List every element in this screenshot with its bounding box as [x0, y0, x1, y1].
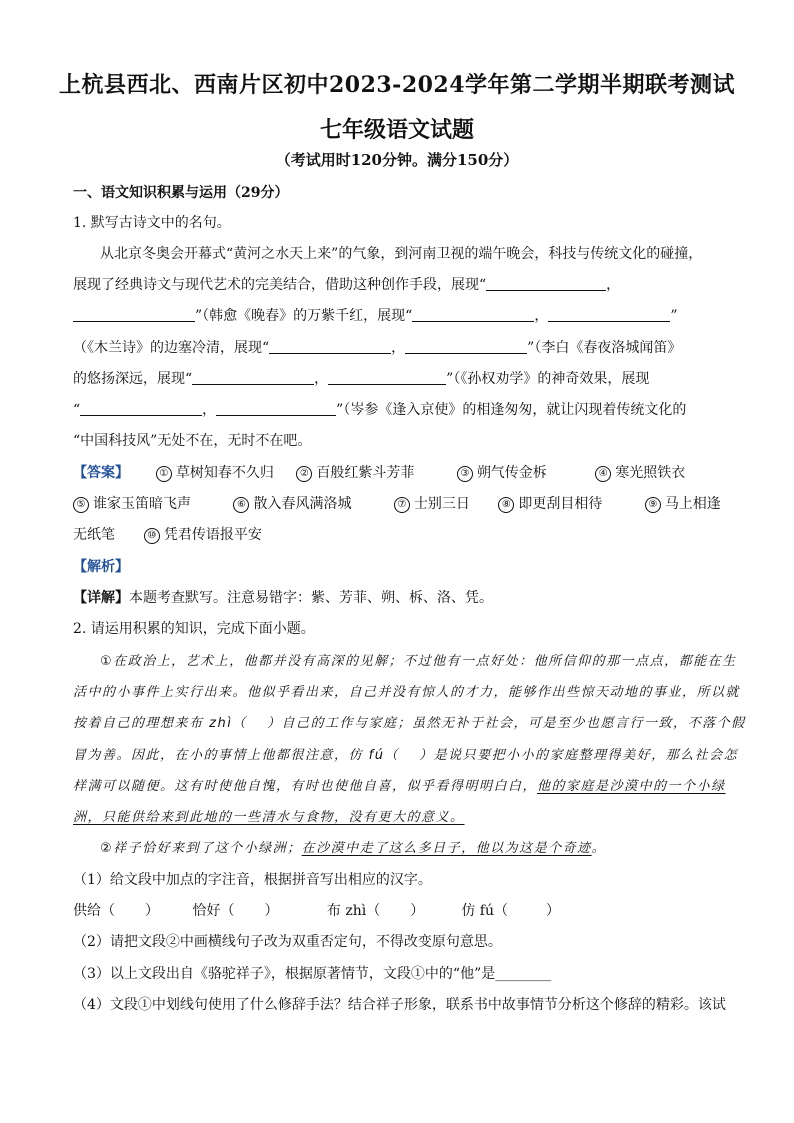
- q1-text: ，: [606, 277, 621, 293]
- answer-item: ① 草树知春不久归: [156, 463, 292, 483]
- answer-item: ③ 朔气传金柝: [457, 463, 591, 483]
- fill-blank[interactable]: [73, 307, 195, 322]
- pinyin-item: 布 zhì（ ）: [326, 903, 425, 919]
- answer-row: [73, 494, 721, 514]
- q1-paragraph-line: [73, 306, 678, 326]
- q1-text: （《木兰诗》的边塞冷清，展现“: [73, 340, 270, 356]
- exam-subtitle: 七年级语文试题: [319, 117, 474, 143]
- passage-line: 冒为善。因此，在小的事情上他都很注意，仿 fú（ ）是说只要把小小的家庭整理得美好，那么社会怎: [73, 748, 739, 763]
- passage-text: 。: [591, 841, 607, 856]
- passage-line: [73, 777, 726, 797]
- passage-line: 按着自己的理想来布 zhì（ ）自己的工作与家庭；虽然无补于社会，可是至少也愿言行一致，不落个假: [73, 716, 746, 731]
- answer-item: ④ 寒光照铁衣: [595, 465, 685, 481]
- pinyin-row: [73, 901, 560, 921]
- sub-question-1: （1）给文段中加点的字注音，根据拼音写出相应的汉字。: [73, 872, 432, 888]
- fill-blank[interactable]: [80, 401, 202, 416]
- q1-paragraph-line: [73, 400, 686, 420]
- answer-item: ⑥ 散入春风满洛城: [233, 494, 389, 514]
- q1-paragraph-line: “中国科技风”无处不在，无时不在吧。: [73, 433, 312, 449]
- q1-text: 展现了经典诗文与现代艺术的完美结合，借助这种创作手段，展现“: [73, 277, 487, 293]
- q1-text: ，: [202, 402, 217, 418]
- fill-blank[interactable]: [328, 370, 446, 385]
- q1-text: ”（李白《春夜洛城闻笛》: [527, 340, 682, 356]
- q1-text: ”（韩愈《晚春》的万紫千红，展现“: [195, 308, 413, 324]
- passage-line: ①在政治上，艺术上，他都并没有高深的见解；不过他有一点好处：他所信仰的那一点点，都能在生: [100, 654, 737, 669]
- detail-row: [73, 588, 493, 608]
- q1-paragraph-line: [73, 338, 681, 358]
- q1-text: ”（岑参《逢入京使》的相逢匆匆，就让闪现着传统文化的: [336, 402, 687, 418]
- answer-item: ⑨ 马上相逢: [645, 496, 721, 512]
- detail-text: 本题考查默写。注意易错字：紫、芳菲、朔、柝、洛、凭。: [129, 590, 493, 606]
- q1-text: ，: [314, 371, 329, 387]
- fill-blank[interactable]: [192, 370, 314, 385]
- passage-text: ②祥子恰好来到了这个小绿洲；: [100, 841, 302, 856]
- underlined-sentence: 他的家庭是沙漠中的一个小绿: [537, 779, 726, 794]
- sub-question-2: （2）请把文段②中画横线句子改为双重否定句，不得改变原句意思。: [73, 934, 502, 950]
- answer-item-continued: 无纸笔: [73, 527, 115, 543]
- question-1-prompt: 1. 默写古诗文中的名句。: [73, 215, 231, 231]
- fill-blank[interactable]: [548, 307, 670, 322]
- answer-item: ⑦ 士别三日: [394, 494, 494, 514]
- underlined-sentence: 在沙漠中走了这么多日子，他以为这是个奇迹: [301, 841, 592, 856]
- q1-text: 的悠扬深远，展现“: [73, 371, 193, 387]
- q1-text: ，: [534, 308, 549, 324]
- analysis-label: 【解析】: [73, 559, 129, 575]
- sub-question-3: （3）以上文段出自《骆驼祥子》，根据原著情节，文段①中的“他”是________: [73, 966, 552, 982]
- exam-note: （考试用时120分钟。满分150分）: [275, 151, 519, 169]
- pinyin-item: 恰好（ ）: [192, 903, 279, 919]
- fill-blank[interactable]: [269, 339, 391, 354]
- exam-title: 上杭县西北、西南片区初中2023-2024学年第二学期半期联考测试: [58, 72, 736, 98]
- pinyin-item: 仿 fú（ ）: [461, 903, 561, 919]
- underlined-sentence: 洲，只能供给来到此地的一些清水与食物，没有更大的意义。: [73, 810, 465, 825]
- section-heading: 一、语文知识积累与运用（29分）: [73, 185, 289, 201]
- answer-row: [73, 525, 262, 545]
- answer-item: ⑩ 凭君传语报平安: [144, 527, 262, 543]
- passage-line: [100, 839, 606, 859]
- passage-text: 样满可以随便。这有时使他自愧，有时也使他自喜，似乎看得明明白白，: [73, 779, 538, 794]
- question-2-prompt: 2. 请运用积累的知识，完成下面小题。: [73, 621, 315, 637]
- passage-line: 活中的小事件上实行出来。他似乎看出来，自己并没有惊人的才力，能够作出些惊天动地的事业，所以就: [73, 685, 741, 700]
- q1-text: “: [73, 402, 81, 418]
- answer-label: 【答案】: [73, 465, 129, 481]
- q1-text: ”（《孙权劝学》的神奇效果，展现: [446, 371, 650, 387]
- sub-question-4: （4）文段①中划线句使用了什么修辞手法？结合祥子形象，联系书中故事情节分析这个修辞的精彩。该试: [73, 997, 726, 1013]
- answer-item: ⑤ 谁家玉笛暗飞声: [73, 494, 229, 514]
- fill-blank[interactable]: [405, 339, 527, 354]
- answer-item: ⑧ 即更刮目相待: [498, 494, 640, 514]
- pinyin-item: 供给（ ）: [73, 903, 159, 919]
- q1-text: ，: [391, 340, 406, 356]
- fill-blank[interactable]: [216, 401, 336, 416]
- q1-paragraph-line: 从北京冬奥会开幕式“黄河之水天上来”的气象，到河南卫视的端午晚会，科技与传统文化的碰撞，: [100, 246, 703, 262]
- q1-paragraph-line: [73, 275, 620, 295]
- fill-blank[interactable]: [486, 276, 606, 291]
- q1-text: ”: [670, 308, 678, 324]
- q1-paragraph-line: [73, 369, 649, 389]
- answer-item: ② 百般红紫斗芳菲: [296, 463, 452, 483]
- answer-row: [73, 463, 685, 483]
- fill-blank[interactable]: [412, 307, 534, 322]
- detail-label: 【详解】: [73, 590, 129, 606]
